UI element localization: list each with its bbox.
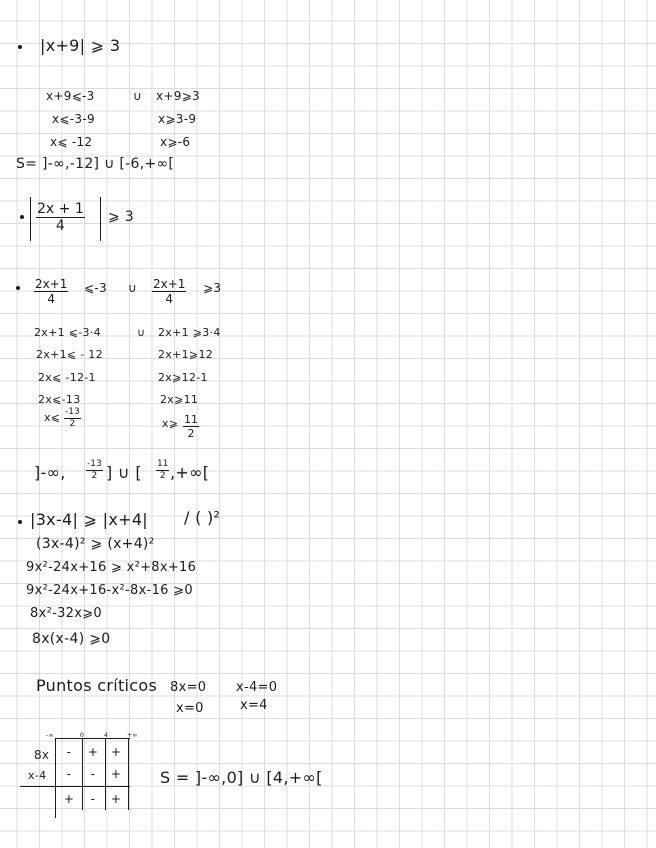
ex2-union-2: ∪ bbox=[137, 326, 146, 339]
sign-table-vline-2 bbox=[82, 738, 83, 810]
sign-table-vline-3 bbox=[105, 738, 106, 810]
sign-table-hline-2 bbox=[20, 786, 130, 787]
ex2-solution-fraction-b bbox=[156, 460, 169, 481]
ex2-left-line5-fraction bbox=[64, 408, 81, 429]
ex1-right-line1: x+9⩾3 bbox=[156, 89, 200, 103]
sign-table-top-1: -∞ bbox=[46, 732, 54, 739]
ex2-split-right-fraction bbox=[152, 278, 186, 305]
ex2-left-line5-prefix: x⩽ bbox=[44, 411, 61, 424]
sign-table-top-3: 4 bbox=[104, 732, 109, 739]
sign-table-row1-label: 8x bbox=[34, 748, 50, 762]
ex2-rhs: ⩾ 3 bbox=[108, 209, 134, 225]
sign-table-hline-1 bbox=[55, 738, 130, 739]
ex2-denominator: 4 bbox=[55, 218, 65, 234]
ex2-right-line2: 2x+1⩾12 bbox=[158, 348, 214, 361]
ex2-split-right-num: 2x+1 bbox=[153, 277, 186, 291]
sign-table-r3c3: + bbox=[110, 792, 122, 806]
ex2-left-line5-den: 2 bbox=[69, 419, 76, 429]
sign-table-r2c1: - bbox=[66, 767, 72, 781]
sign-table-r2c2: - bbox=[90, 767, 96, 781]
ex2-right-line1: 2x+1 ⩾3·4 bbox=[158, 326, 221, 339]
ex3-heading: |3x-4| ⩾ |x+4| bbox=[30, 510, 148, 529]
ex1-right-line2: x⩾3-9 bbox=[158, 112, 197, 126]
sign-table-r3c1: + bbox=[63, 792, 75, 806]
ex1-union-1: ∪ bbox=[133, 89, 143, 103]
ex2-right-line5-prefix: x⩾ bbox=[162, 417, 179, 430]
ex3-line1: (3x-4)² ⩾ (x+4)² bbox=[36, 536, 155, 552]
ex3-critical-b1: x-4=0 bbox=[236, 680, 278, 695]
ex2-split-right-den: 4 bbox=[165, 292, 174, 306]
ex3-line2: 9x²-24x+16 ⩾ x²+8x+16 bbox=[26, 560, 197, 575]
ex3-note: / ( )² bbox=[184, 508, 221, 527]
ex1-heading: |x+9| ⩾ 3 bbox=[40, 36, 121, 55]
ex2-right-line5-fraction bbox=[183, 414, 199, 439]
ex2-left-line2: 2x+1⩽ - 12 bbox=[36, 348, 103, 361]
sign-table-r3c2: - bbox=[90, 792, 96, 806]
ex3-critical-label: Puntos críticos bbox=[36, 676, 158, 695]
ex2-split-left-fraction bbox=[34, 278, 68, 305]
ex2-right-line5-den: 2 bbox=[187, 427, 195, 440]
sign-table-vline-1 bbox=[55, 738, 56, 818]
ex1-right-line3: x⩾-6 bbox=[160, 135, 191, 149]
ex1-left-line2: x⩽-3-9 bbox=[52, 112, 95, 126]
ex3-line5: 8x(x-4) ⩾0 bbox=[32, 631, 111, 647]
bullet-ex2 bbox=[20, 215, 24, 219]
ex2-right-line4: 2x⩾11 bbox=[160, 393, 199, 406]
ex2-numerator: 2x + 1 bbox=[37, 201, 84, 217]
ex2-solution-part-c: ,+∞[ bbox=[170, 463, 210, 482]
ex1-left-line3: x⩽ -12 bbox=[50, 135, 93, 149]
ex2-right-line3: 2x⩾12-1 bbox=[158, 371, 208, 384]
ex2-solution-part-a: ]-∞, bbox=[34, 463, 66, 482]
bullet-ex3 bbox=[18, 520, 22, 524]
ex1-left-line1: x+9⩽-3 bbox=[46, 89, 95, 103]
ex2-split-right-rhs: ⩾3 bbox=[203, 281, 222, 295]
ex2-split-left-rhs: ⩽-3 bbox=[84, 281, 107, 295]
ex2-abs-bar-right bbox=[100, 197, 101, 241]
ex2-split-left-num: 2x+1 bbox=[35, 277, 68, 291]
ex2-fraction bbox=[36, 202, 85, 233]
sign-table-top-2: 0 bbox=[80, 732, 85, 739]
ex3-solution: S = ]-∞,0] ∪ [4,+∞[ bbox=[160, 768, 323, 787]
ex3-critical-a2: x=0 bbox=[176, 701, 204, 716]
ex2-solution-fraction-a bbox=[86, 460, 103, 481]
sign-table-row2-label: x-4 bbox=[28, 769, 47, 782]
ex2-solution-part-b: ] ∪ [ bbox=[106, 463, 142, 482]
ex3-line4: 8x²-32x⩾0 bbox=[30, 606, 102, 621]
ex2-left-line1: 2x+1 ⩽-3·4 bbox=[34, 326, 101, 339]
ex3-line3: 9x²-24x+16-x²-8x-16 ⩾0 bbox=[26, 583, 193, 598]
sign-table-vline-4 bbox=[128, 738, 129, 810]
bullet-ex2-split bbox=[16, 286, 20, 290]
ex2-left-line4: 2x⩽-13 bbox=[38, 393, 81, 406]
bullet-ex1 bbox=[18, 45, 22, 49]
ex2-abs-bar-left bbox=[30, 197, 31, 241]
ex2-union: ∪ bbox=[128, 281, 138, 295]
sign-table-r1c3: + bbox=[110, 745, 122, 759]
ex2-split-left-den: 4 bbox=[47, 292, 56, 306]
sign-table-r1c1: - bbox=[66, 745, 72, 759]
ex2-right-line5-num: 11 bbox=[184, 413, 198, 426]
ex3-critical-b2: x=4 bbox=[240, 698, 268, 713]
ex2-solution-den-a: 2 bbox=[91, 471, 98, 481]
ex2-solution-num-b: 11 bbox=[157, 459, 169, 469]
sign-table-top-4: +∞ bbox=[127, 732, 138, 739]
ex1-solution: S= ]-∞,-12] ∪ [-6,+∞[ bbox=[16, 156, 175, 172]
sign-table-r1c2: + bbox=[87, 745, 99, 759]
ex2-left-line3: 2x⩽ -12-1 bbox=[38, 371, 96, 384]
ex2-solution-den-b: 2 bbox=[159, 471, 166, 481]
ex3-critical-a1: 8x=0 bbox=[170, 680, 207, 695]
ex2-left-line5-num: -13 bbox=[65, 407, 80, 417]
sign-table-r2c3: + bbox=[110, 767, 122, 781]
ex2-solution-num-a: -13 bbox=[87, 459, 102, 469]
